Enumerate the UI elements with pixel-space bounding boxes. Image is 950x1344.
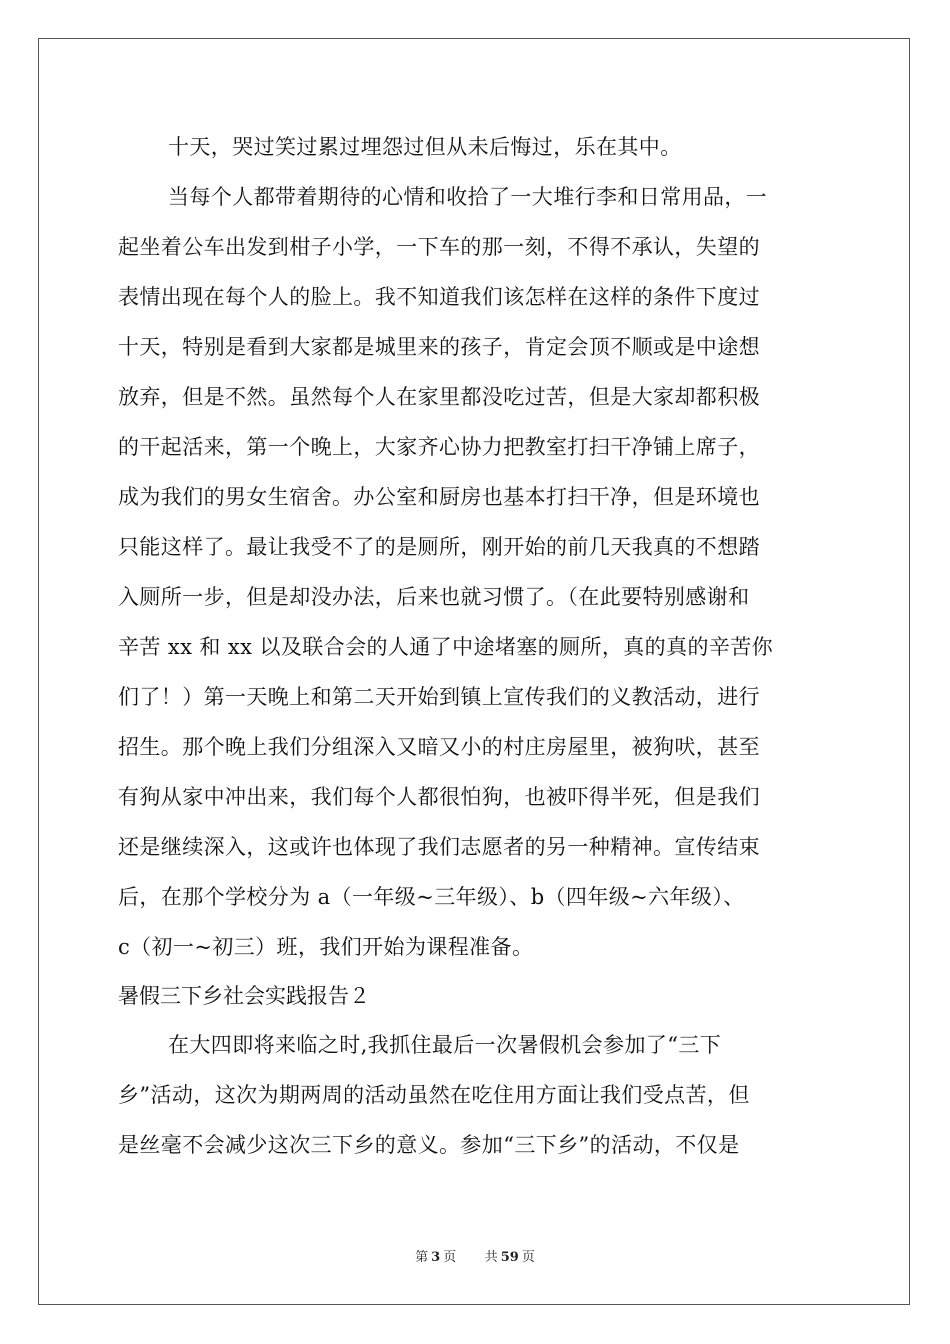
text-line: 放弃，但是不然。虽然每个人在家里都没吃过苦，但是大家却都积极 xyxy=(118,385,760,409)
text-line: 十天，特别是看到大家都是城里来的孩子，肯定会顶不顺或是中途想 xyxy=(118,335,760,359)
text-line: 还是继续深入，这或许也体现了我们志愿者的另一种精神。宣传结束 xyxy=(118,835,760,859)
paragraph-start: 在大四即将来临之时,我抓住最后一次暑假机会参加了“三下 xyxy=(168,1033,722,1057)
page-current: 3 xyxy=(431,1250,441,1265)
text-line: 后，在那个学校分为 a（一年级~三年级）、b（四年级~六年级）、 xyxy=(118,885,745,909)
text-line: 表情出现在每个人的脸上。我不知道我们该怎样在这样的条件下度过 xyxy=(118,285,760,309)
document-body xyxy=(118,122,840,1170)
page-total xyxy=(482,1250,538,1265)
text-line: 乡”活动，这次为期两周的活动虽然在吃住用方面让我们受点苦，但 xyxy=(118,1083,750,1107)
text-line: c（初一~初三）班，我们开始为课程准备。 xyxy=(118,935,534,959)
text-line: 起坐着公车出发到柑子小学，一下车的那一刻，不得不承认，失望的 xyxy=(118,235,760,259)
text-line: 只能这样了。最让我受不了的是厕所，刚开始的前几天我真的不想踏 xyxy=(118,535,760,559)
text-line: 招生。那个晚上我们分组深入又暗又小的村庄房屋里，被狗吠，甚至 xyxy=(118,735,760,759)
text-line: 入厕所一步，但是却没办法，后来也就习惯了。（在此要特别感谢和 xyxy=(118,585,750,609)
total-prefix: 共 xyxy=(484,1250,498,1265)
text-line: 有狗从家中冲出来，我们每个人都很怕狗，也被吓得半死，但是我们 xyxy=(118,785,760,809)
section-heading: 暑假三下乡社会实践报告２ xyxy=(118,984,370,1008)
text-line: 成为我们的男女生宿舍。办公室和厨房也基本打扫干净，但是环境也 xyxy=(118,485,760,509)
total-unit: 页 xyxy=(521,1250,535,1265)
text-line: 们了！）第一天晚上和第二天开始到镇上宣传我们的义教活动，进行 xyxy=(118,685,760,709)
text-line: 的干起活来，第一个晚上，大家齐心协力把教室打扫干净铺上席子， xyxy=(118,435,760,459)
page-prefix: 第 xyxy=(415,1250,429,1265)
text-line: 是丝毫不会减少这次三下乡的意义。参加“三下乡”的活动，不仅是 xyxy=(118,1133,740,1157)
text-line: 辛苦 xx 和 xx 以及联合会的人通了中途堵塞的厕所，真的真的辛苦你 xyxy=(118,635,774,659)
page-footer xyxy=(0,1246,950,1265)
page-number xyxy=(412,1250,459,1265)
total-count: 59 xyxy=(500,1250,519,1265)
paragraph-start: 当每个人都带着期待的心情和收拾了一大堆行李和日常用品，一 xyxy=(168,185,768,209)
page-unit: 页 xyxy=(443,1250,457,1265)
text-line: 十天，哭过笑过累过埋怨过但从未后悔过，乐在其中。 xyxy=(168,135,682,159)
